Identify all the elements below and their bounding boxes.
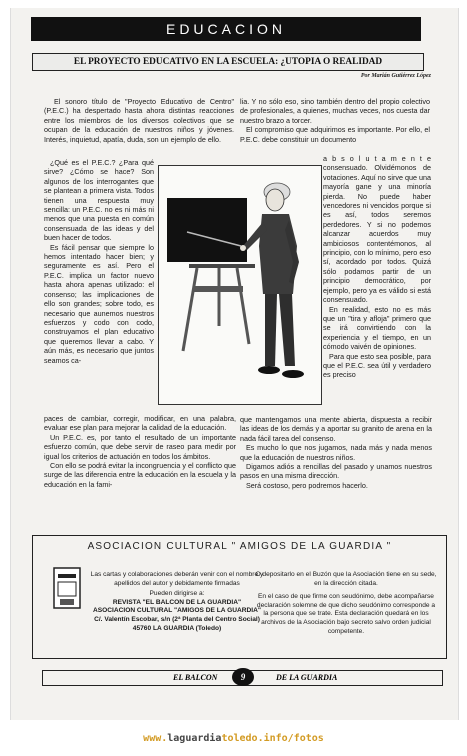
- address-line: ASOCIACION CULTURAL "AMIGOS DE LA GUARDIA": [92, 607, 262, 615]
- mailbox-note: O depositarlo en el Buzón que la Asociación tiene en su sede, en la dirección citada.: [255, 571, 437, 587]
- leg: [265, 294, 277, 366]
- right-column-top: [240, 97, 430, 144]
- paragraph: Es mucho lo que nos jugamos, nada más y nada menos que la educación de nuestros niños.: [240, 443, 432, 462]
- association-left: [88, 571, 266, 633]
- paragraph: Con ello se podrá evitar la incongruencia y el conflicto que surge de las diferencia entre la educación en la escuela y la educación en la fami-: [44, 461, 236, 489]
- url-mid: laguardia: [167, 733, 222, 744]
- letters-note: Las cartas y colaboraciones deberán venir con el nombre y apellidos del autor y debidamente firmadas: [90, 571, 264, 587]
- easel-shelf: [193, 286, 243, 292]
- address-line: 45760 LA GUARDIA (Toledo): [132, 624, 222, 632]
- shoe: [258, 366, 280, 374]
- teacher-illustration: [158, 165, 322, 405]
- teacher-blackboard-drawing: [159, 166, 321, 404]
- mailbox-icon: [50, 566, 84, 612]
- right-column-narrow: [323, 154, 431, 380]
- footer-right: DE LA GUARDIA: [276, 673, 338, 682]
- paragraph: Será costoso, pero podremos hacerlo.: [246, 480, 368, 490]
- paragraph: a b s o l u t a m e n t e consensuado. Olvidémonos de votaciones. Aquí no sirve que una mayoría gane y una minoría pierda. No puede haber vencedores ni vencidos porque si es así, todos seremos perdedores. Y si no podemos alcanzar acuerdos muy ambiciosos contentémonos, al principio, con lo mínimo, pero eso sí, acordado por todos. Quizá sólo podamos partir de un principio democrático, por ejemplo, pero ya es válido si está consensuado.: [323, 154, 431, 305]
- association-title: ASOCIACION CULTURAL " AMIGOS DE LA GUARDIA ": [87, 541, 392, 552]
- leg: [279, 294, 295, 366]
- blackboard: [167, 198, 247, 262]
- pseudonym-note: En el caso de que firme con seudónimo, debe acompañarse declaración solemne de que dicho seudónimo corresponde a la persona que se trate. Esta declaración quedará en los archivos de la Asociación bajo secreto salvo orden judicial competente.: [256, 593, 436, 635]
- article-title: EL PROYECTO EDUCATIVO EN LA ESCUELA: ¿UTOPIA O REALIDAD: [32, 53, 424, 71]
- hand: [240, 245, 246, 251]
- address-line: C/. Valentín Escobar, s/n (2ª Planta del Centro Social): [94, 615, 260, 623]
- left-column-narrow: [44, 158, 154, 365]
- left-column-bottom: [44, 414, 236, 489]
- paragraph: Un P.E.C. es, por tanto el resultado de un importante esfuerzo común, que debe servir de raseo para medir por igual los criterios de actuación en todos los ámbitos.: [44, 432, 236, 461]
- paragraph: Digamos adiós a rencillas del pasado y unamos nuestros pasos en una misma dirección.: [240, 462, 432, 481]
- association-box: [32, 535, 447, 659]
- page-number: 9: [232, 668, 254, 686]
- paragraph: Para que esto sea posible, para que el P.E.C. sea útil y verdadero es preciso: [323, 351, 431, 380]
- easel-leg: [183, 268, 197, 351]
- shoe: [282, 370, 304, 378]
- footer-left: EL BALCON: [173, 673, 218, 682]
- easel-leg: [237, 268, 249, 344]
- easel-tray: [189, 264, 255, 268]
- paragraph: El sonoro título de "Proyecto Educativo de Centro" (P.E.C.) ha despertado hasta ahora distintas reacciones entre los miembros de los diversos colectivos que se ocupan de la educación de nuestros niños y jóvenes. Interés, inquietud, apatía, duda, son un ejemplo de ello.: [44, 97, 234, 144]
- url-prefix: www.: [143, 733, 168, 744]
- left-column-top: [44, 97, 234, 144]
- article-author: Por Marián Gutiérrez López: [360, 73, 431, 79]
- paragraph: Es fácil pensar que siempre lo hemos intentado hacer bien; y seguramente es así. Pero el P.E.C. implica un factor nuevo hasta ahora apenas utilizado: el consenso; las implicaciones de ello son grandes; sobre todo, es necesario que aunemos nuestros esfuerzos y codo con codo, construyamos el plan educativo que queremos llevar a cabo. Y aún más, es necesario que juntos seamos ca-: [44, 242, 154, 365]
- address-line: REVISTA "EL BALCON DE LA GUARDIA": [112, 598, 242, 606]
- right-column-bottom: [240, 415, 432, 490]
- paragraph: El compromiso que adquirimos es importante. Por ello, el P.E.C. debe constituir un documento: [240, 125, 430, 144]
- watermark-url: [0, 733, 467, 744]
- paragraph: ¿Qué es el P.E.C.? ¿Para qué sirve? ¿Cómo se hace? Son algunos de los interrogantes que se plantean a primera vista. Todos tienen una respuesta muy sencilla: un P.E.C. no es ni más ni menos que una puesta en común consensuada de las ideas y del buen hacer de todos.: [44, 158, 154, 243]
- paragraph: lia. Y no sólo eso, sino también dentro del propio colectivo de profesionales, a quienes, muchas veces, nos cuesta dar nuestro brazo a torcer.: [240, 97, 430, 125]
- head: [266, 189, 284, 211]
- paragraph: paces de cambiar, corregir, modificar, en una palabra, evaluar ese plan para mejorar la calidad de la educación.: [44, 414, 236, 433]
- url-suffix: toledo.info/fotos: [221, 733, 324, 744]
- paragraph: que mantengamos una mente abierta, dispuesta a recibir las ideas de los demás y a aportar su granito de arena en la nada fácil tarea del consenso.: [240, 415, 432, 443]
- section-banner: EDUCACION: [31, 17, 421, 41]
- paragraph: En realidad, esto no es más que un "tira y afloja" primero que se irá convirtiendo con la experiencia y el tiempo, en un cómodo vaivén de opiniones.: [323, 304, 431, 352]
- address-intro: Pueden dirigirse a:: [149, 590, 205, 598]
- association-right: [255, 571, 437, 641]
